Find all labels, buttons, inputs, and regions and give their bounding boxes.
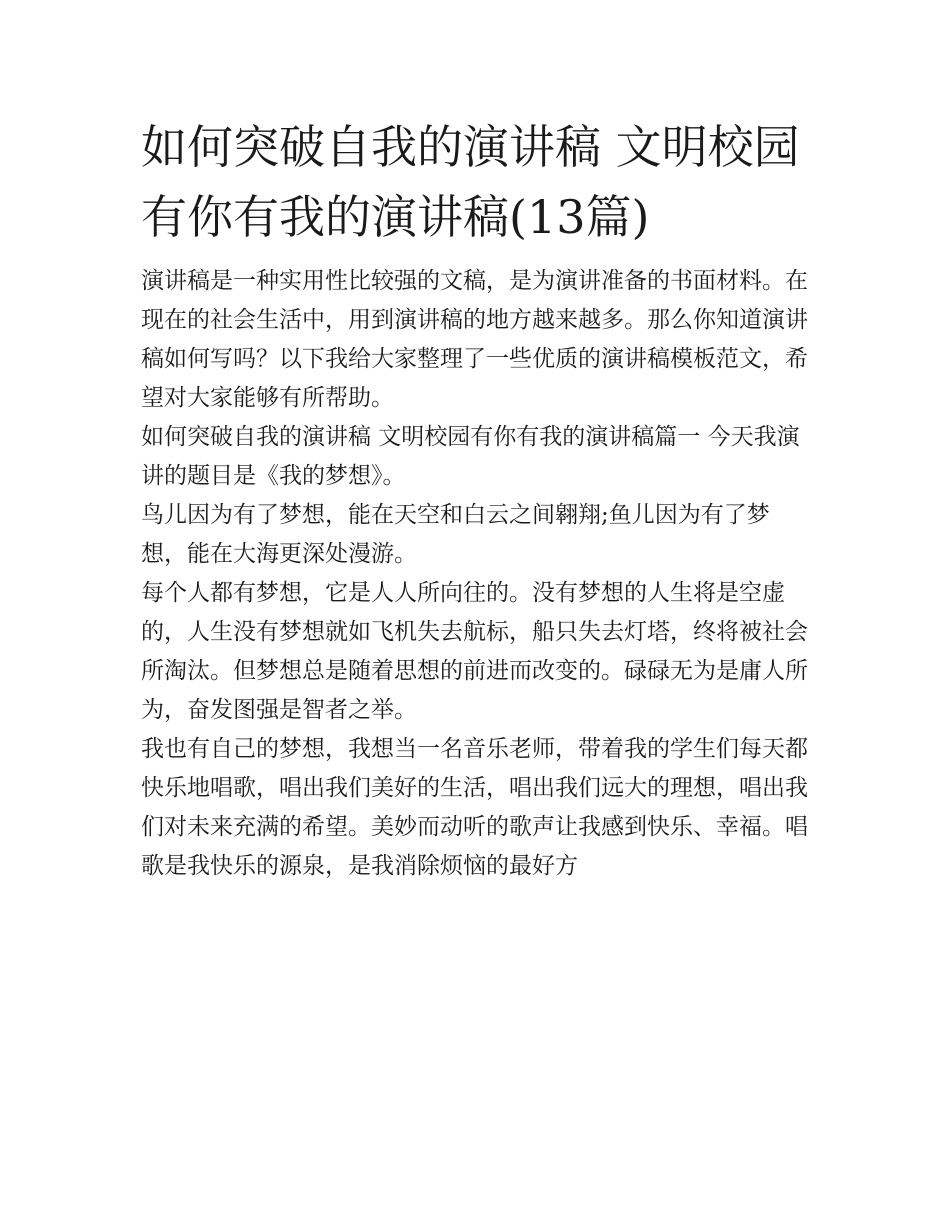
paragraph-intro: 演讲稿是一种实用性比较强的文稿，是为演讲准备的书面材料。在现在的社会生活中，用到演讲稿的地方越来越多。那么你知道演讲稿如何写吗？以下我给大家整理了一些优质的演讲稿模板范文，希望对大家能够有所帮助。 [141,268,808,411]
paragraph-everyone-dreams: 每个人都有梦想，它是人人所向往的。没有梦想的人生将是空虚的，人生没有梦想就如飞机失去航标，船只失去灯塔，终将被社会所淘汰。但梦想总是随着思想的前进而改变的。碌碌无为是庸人所为，奋发图强是智者之举。 [141,580,808,723]
paragraph-speech-heading: 如何突破自我的演讲稿 文明校园有你有我的演讲稿篇一 今天我演讲的题目是《我的梦想》。 [141,424,800,489]
paragraph-birds-fish: 鸟儿因为有了梦想，能在天空和白云之间翱翔;鱼儿因为有了梦想，能在大海更深处漫游。 [141,502,770,567]
paragraph-my-dream: 我也有自己的梦想，我想当一名音乐老师，带着我的学生们每天都快乐地唱歌，唱出我们美好的生活，唱出我们远大的理想，唱出我们对未来充满的希望。美妙而动听的歌声让我感到快乐、幸福。唱歌是我快乐的源泉，是我消除烦恼的最好方 [141,736,808,879]
document-title: 如何突破自我的演讲稿 文明校园有你有我的演讲稿(13篇) [141,120,800,244]
document-body [141,112,813,886]
